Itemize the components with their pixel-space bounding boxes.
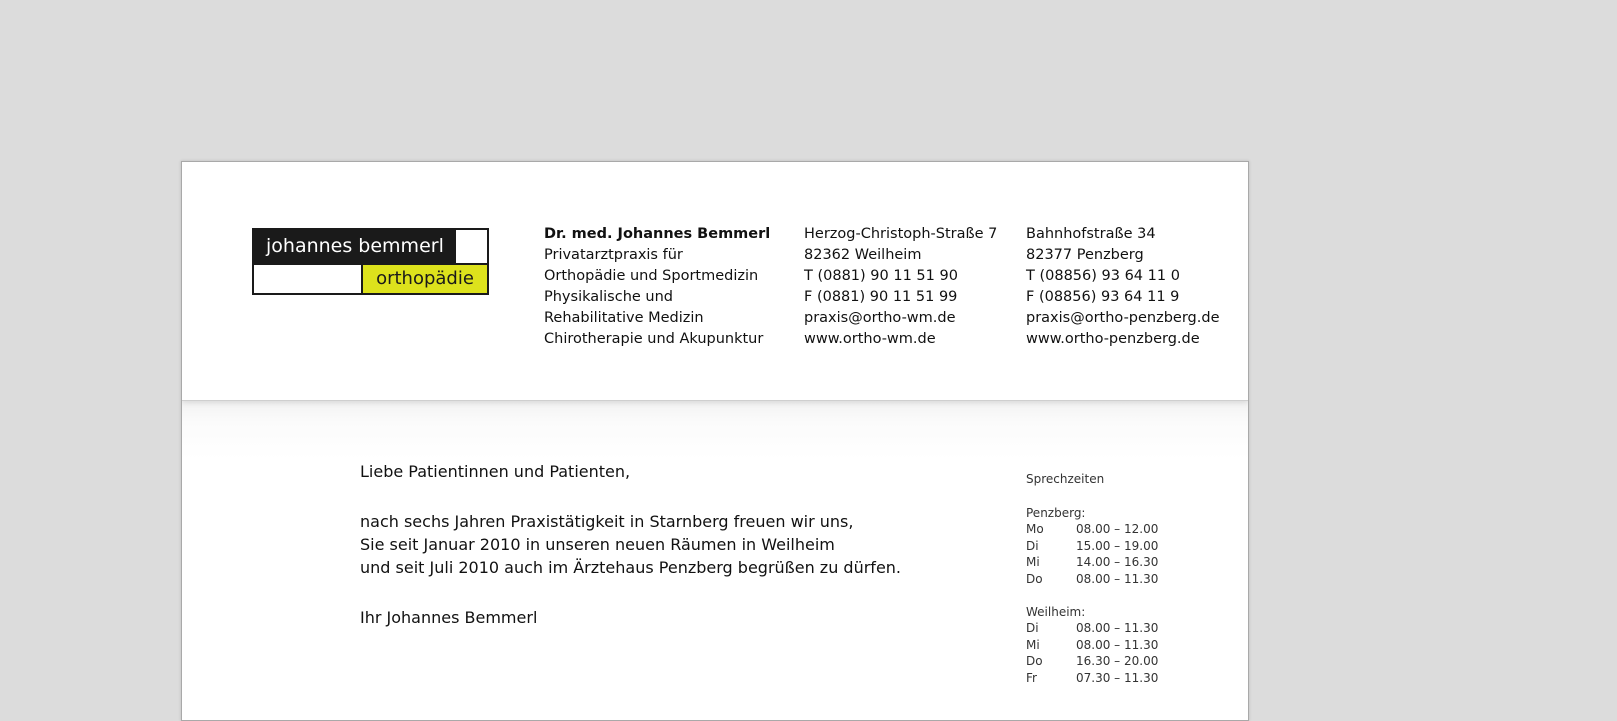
penzberg-hours-label: Penzberg: (1026, 505, 1086, 520)
hours-day: Fr (1026, 670, 1037, 685)
practice-line: Orthopädie und Sportmedizin (544, 268, 759, 284)
hours-row (1026, 637, 1158, 654)
hours-day: Do (1026, 571, 1043, 586)
practice-info (544, 224, 770, 350)
practice-line: Rehabilitative Medizin (544, 310, 704, 326)
letter-paragraph (360, 510, 901, 579)
practice-line: Privatarztpraxis für (544, 247, 683, 263)
letter-signature: Ihr Johannes Bemmerl (360, 608, 538, 627)
weilheim-email: praxis@ortho-wm.de (804, 310, 956, 326)
practice-line: Chirotherapie und Akupunktur (544, 331, 764, 347)
letter-line: und seit Juli 2010 auch im Ärztehaus Penzberg begrüßen zu dürfen. (360, 558, 902, 577)
hours-day: Do (1026, 654, 1043, 669)
penzberg-fax: F (08856) 93 64 11 9 (1026, 289, 1180, 305)
letterhead-header (182, 162, 1248, 401)
hours-row (1026, 620, 1158, 637)
hours-row (1026, 521, 1158, 538)
hours-time: 07.30 – 11.30 (1076, 670, 1159, 685)
hours-time: 08.00 – 12.00 (1076, 522, 1159, 537)
doctor-name: Dr. med. Johannes Bemmerl (544, 226, 771, 242)
hours-spacer (1026, 588, 1158, 604)
penzberg-street: Bahnhofstraße 34 (1026, 226, 1156, 242)
letterhead-page (181, 161, 1249, 721)
weilheim-website: www.ortho-wm.de (804, 331, 936, 347)
hours-row (1026, 538, 1158, 555)
hours-day: Di (1026, 538, 1039, 553)
logo-white-box (454, 230, 487, 263)
weilheim-hours-label: Weilheim: (1026, 604, 1086, 619)
penzberg-phone: T (08856) 93 64 11 0 (1026, 268, 1180, 284)
letter-line: nach sechs Jahren Praxistätigkeit in Starnberg freuen wir uns, (360, 512, 854, 531)
letter-greeting: Liebe Patientinnen und Patienten, (360, 462, 631, 481)
office-hours-title: Sprechzeiten (1026, 472, 1105, 486)
practice-logo (252, 228, 489, 295)
hours-time: 08.00 – 11.30 (1076, 637, 1159, 652)
logo-name: johannes bemmerl (254, 230, 454, 263)
penzberg-website: www.ortho-penzberg.de (1026, 331, 1200, 347)
logo-specialty: orthopädie (361, 265, 487, 293)
penzberg-email: praxis@ortho-penzberg.de (1026, 310, 1220, 326)
hours-row (1026, 571, 1158, 588)
hours-day: Mo (1026, 522, 1044, 537)
hours-day: Di (1026, 621, 1039, 636)
weilheim-phone: T (0881) 90 11 51 90 (804, 268, 958, 284)
hours-time: 15.00 – 19.00 (1076, 538, 1159, 553)
weilheim-address (804, 224, 997, 350)
weilheim-street: Herzog-Christoph-Straße 7 (804, 226, 998, 242)
penzberg-address (1026, 224, 1220, 350)
hours-row (1026, 653, 1158, 670)
hours-row (1026, 670, 1158, 687)
hours-row (1026, 554, 1158, 571)
hours-day: Mi (1026, 637, 1040, 652)
hours-time: 16.30 – 20.00 (1076, 654, 1159, 669)
hours-time: 14.00 – 16.30 (1076, 555, 1159, 570)
office-hours (1026, 471, 1158, 687)
practice-line: Physikalische und (544, 289, 674, 305)
weilheim-fax: F (0881) 90 11 51 99 (804, 289, 958, 305)
penzberg-city: 82377 Penzberg (1026, 247, 1144, 263)
letter-line: Sie seit Januar 2010 in unseren neuen Räumen in Weilheim (360, 535, 835, 554)
letter-text (360, 460, 901, 629)
logo-blank-box (254, 265, 361, 293)
hours-time: 08.00 – 11.30 (1076, 571, 1159, 586)
weilheim-city: 82362 Weilheim (804, 247, 922, 263)
hours-time: 08.00 – 11.30 (1076, 621, 1159, 636)
hours-day: Mi (1026, 555, 1040, 570)
letter-body (182, 400, 1248, 720)
